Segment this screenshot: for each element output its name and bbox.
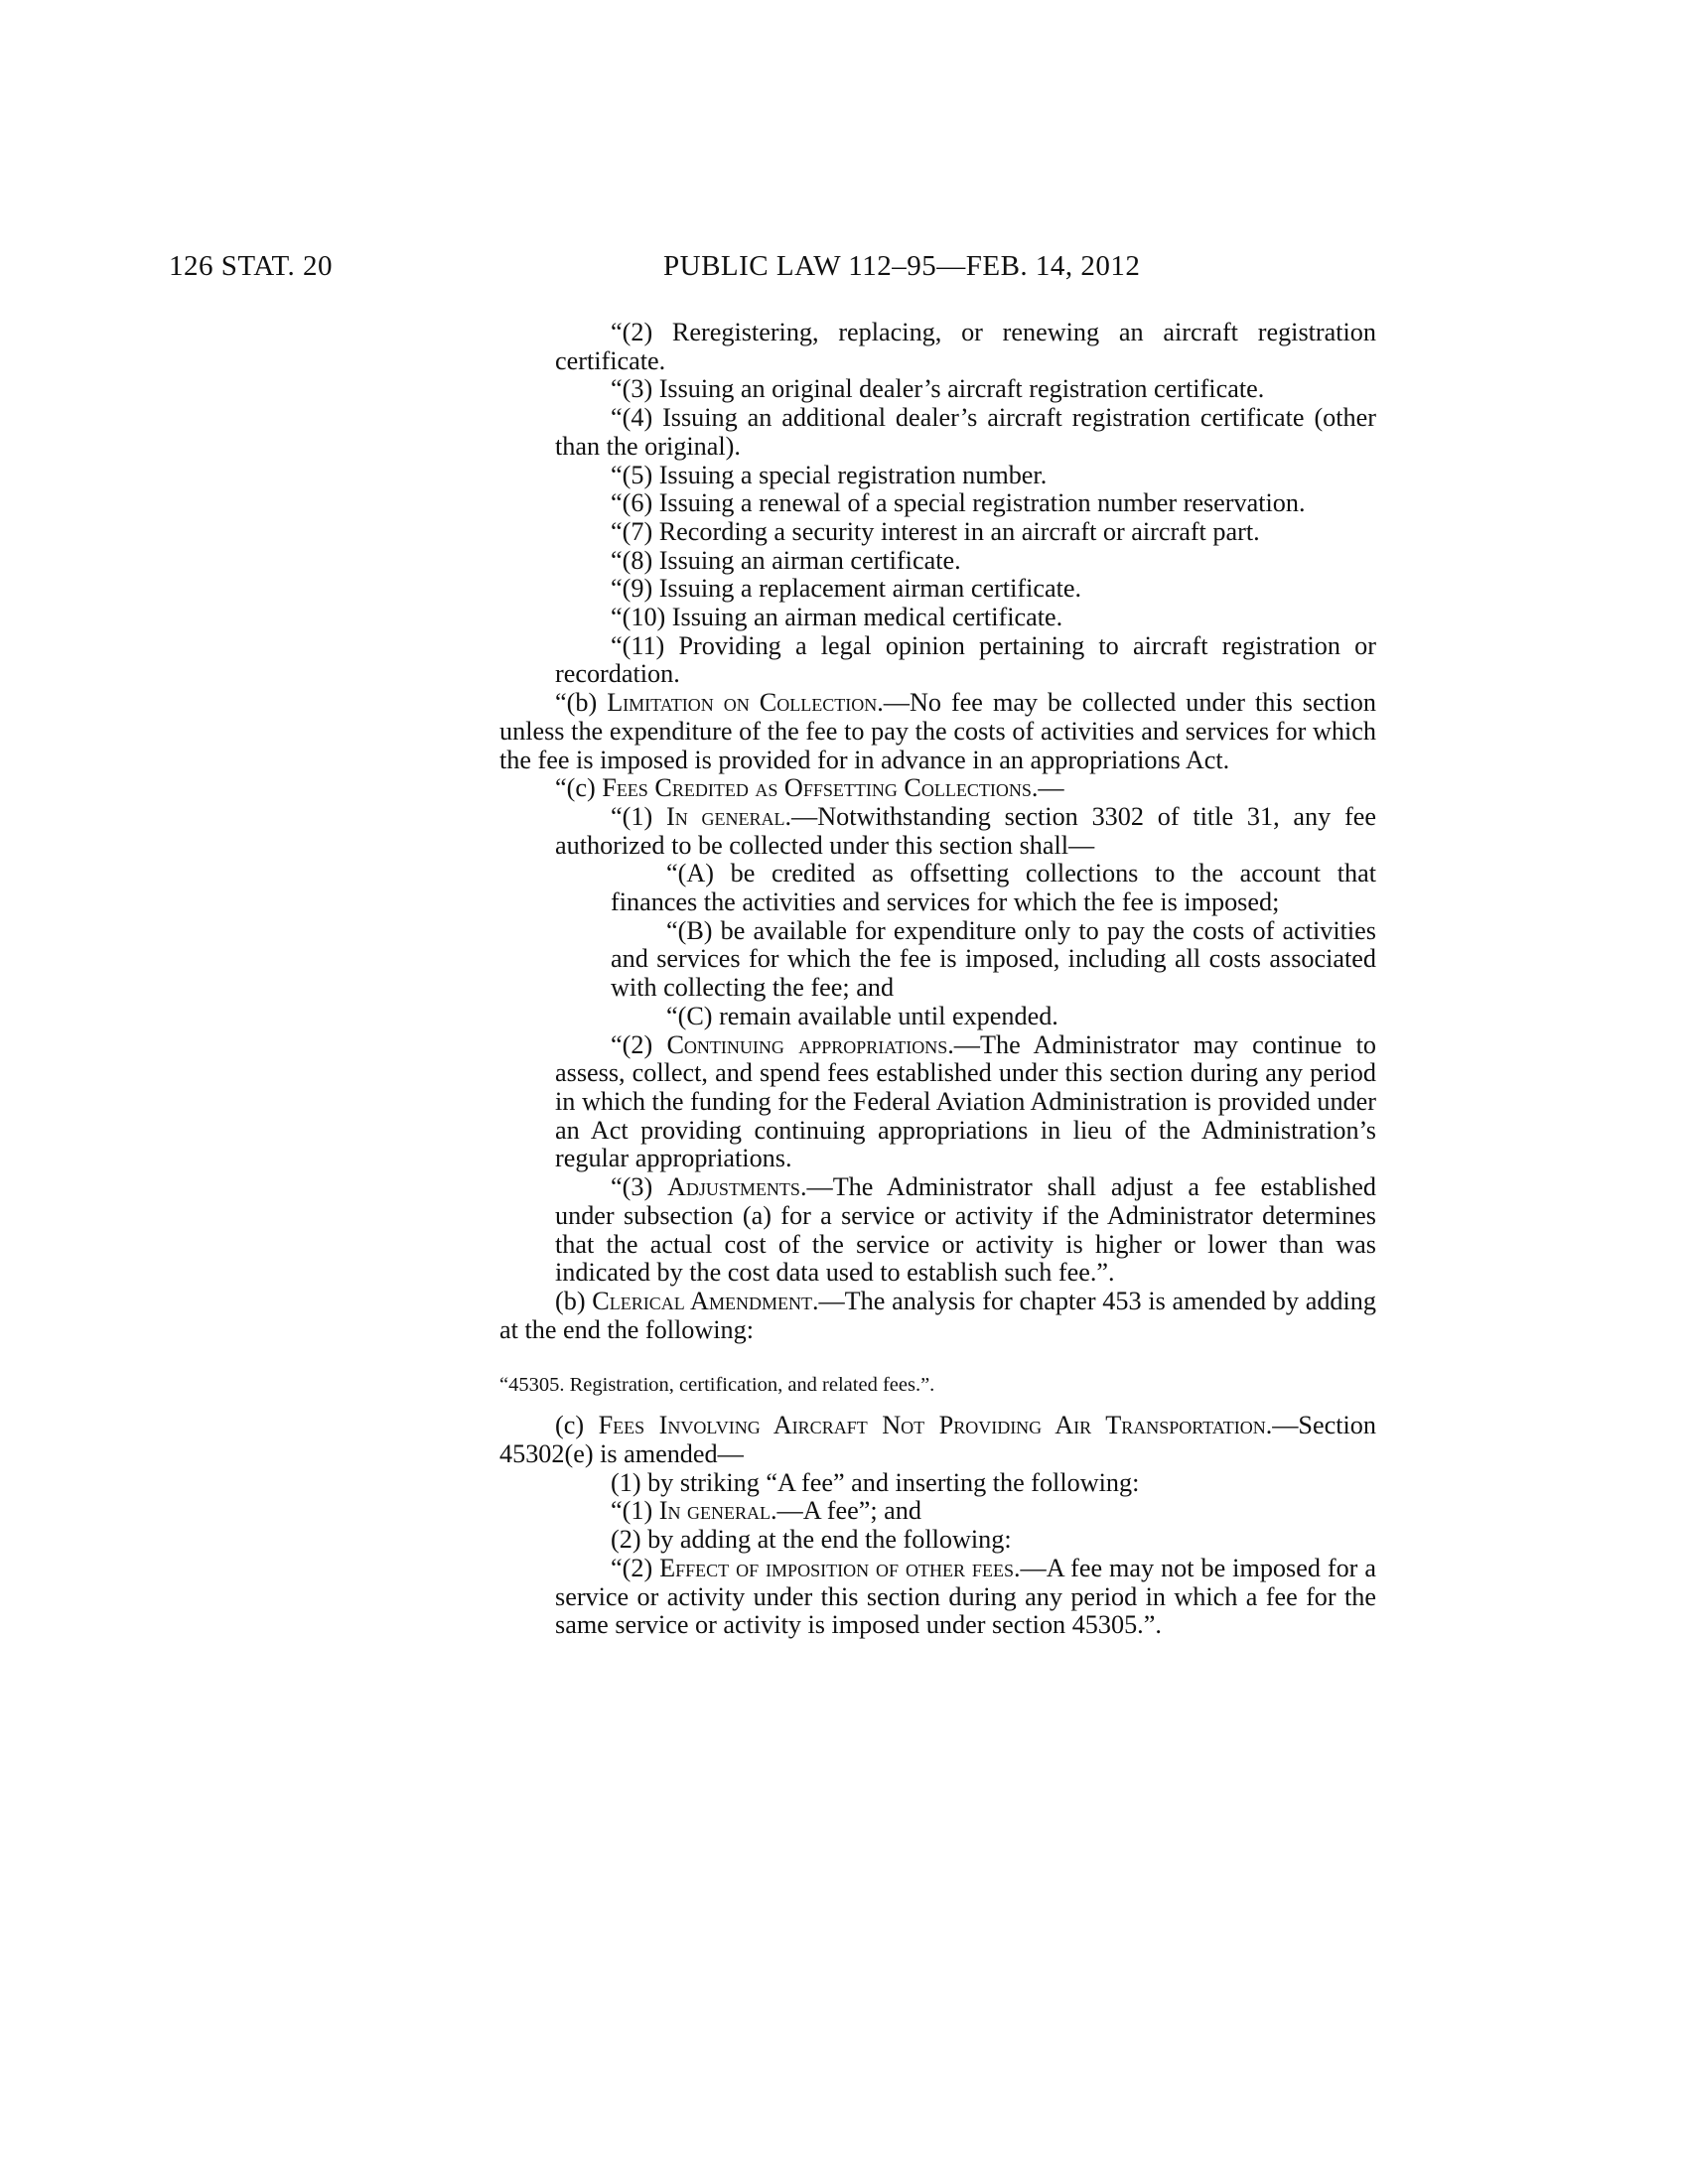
clerical-amendment-heading: Clerical Amendment bbox=[592, 1286, 812, 1315]
paragraph-c3 bbox=[499, 1173, 1376, 1288]
clerical-amendment-text: .—The analysis for chapter 453 is amended by adding at the end the following: bbox=[499, 1286, 1376, 1344]
paragraph-c3-prefix: “(3) bbox=[611, 1172, 668, 1202]
list-item-11: “(11) Providing a legal opinion pertaining to aircraft registration or recordation. bbox=[555, 630, 1376, 689]
amendment-1-insert bbox=[499, 1497, 1376, 1526]
subsection-c-text: .— bbox=[1031, 773, 1064, 803]
paragraph-c3-text: .—The Administrator shall adjust a fee established under subsection (a) for a service or activity if the Administrator determines that the actual cost of the service or activity is higher or lower than was indicated by the cost data used to establish such fee.”. bbox=[555, 1172, 1376, 1288]
amendment-2-insert-text: .—A fee may not be imposed for a service or activity under this section during any period in which a fee for the same service or activity is imposed under section 45305.”. bbox=[555, 1553, 1376, 1640]
subsection-b bbox=[499, 689, 1376, 774]
subsection-c-prefix: “(c) bbox=[555, 773, 603, 803]
clerical-amendment-prefix: (b) bbox=[555, 1286, 593, 1315]
table-of-sections-entry: “45305. Registration, certification, and related fees.”. bbox=[499, 1374, 935, 1397]
subsection-b-heading: Limitation on Collection bbox=[607, 688, 878, 718]
amendment-1-insert-text: .—A fee”; and bbox=[770, 1496, 921, 1526]
fees-involving-aircraft-prefix: (c) bbox=[555, 1411, 599, 1440]
list-item-3: “(3) Issuing an original dealer’s aircraft registration certificate. bbox=[611, 374, 1265, 404]
clerical-amendment bbox=[499, 1288, 1376, 1344]
clause-a: “(A) be credited as offsetting collections to the account that finances the activities and services for which the fee is imposed; bbox=[611, 859, 1376, 917]
subsection-b-text: .—No fee may be collected under this section unless the expenditure of the fee to pay the costs of activities and services for which the fee is imposed is provided for in advance in an appropriations Act. bbox=[499, 688, 1376, 774]
amendment-1: (1) by striking “A fee” and inserting the following: bbox=[611, 1467, 1140, 1497]
subsection-c bbox=[499, 774, 1376, 803]
paragraph-c2-text: .—The Administrator may continue to assess, collect, and spend fees established under this section during any period in which the funding for the Federal Aviation Administration is provided under an Act providing continuing appropriations in lieu of the Administration’s regular appropriations. bbox=[555, 1029, 1376, 1173]
subsection-b-prefix: “(b) bbox=[555, 688, 608, 718]
fees-involving-aircraft-text: .—Section 45302(e) is amended— bbox=[499, 1411, 1376, 1469]
paragraph-c1-text: .—Notwithstanding section 3302 of title 31, any fee authorized to be collected under this section shall— bbox=[555, 801, 1376, 860]
amendment-1-insert-prefix: “(1) bbox=[611, 1496, 659, 1526]
amendment-1-insert-heading: In general bbox=[658, 1496, 771, 1526]
paragraph-c2 bbox=[499, 1031, 1376, 1174]
paragraph-c2-heading: Continuing appropriations bbox=[666, 1029, 948, 1059]
list-item-4: “(4) Issuing an additional dealer’s aircraft registration certificate (other than the original). bbox=[555, 403, 1376, 461]
document-body bbox=[499, 319, 1376, 1640]
list-item-2: “(2) Reregistering, replacing, or renewing an aircraft registration certificate. bbox=[555, 318, 1376, 375]
paragraph-c1-prefix: “(1) bbox=[611, 801, 666, 831]
paragraph-c1 bbox=[499, 803, 1376, 860]
amendment-2-insert bbox=[499, 1555, 1376, 1640]
paragraph-c1-heading: In general bbox=[665, 801, 785, 831]
list-item-5: “(5) Issuing a special registration number. bbox=[611, 460, 1048, 489]
list-item-6: “(6) Issuing a renewal of a special registration number reservation. bbox=[611, 488, 1306, 518]
clause-b: “(B) be available for expenditure only to pay the costs of activities and services for which the fee is imposed, including all costs associated with collecting the fee; and bbox=[611, 915, 1376, 1003]
list-item-8: “(8) Issuing an airman certificate. bbox=[611, 545, 961, 575]
fees-involving-aircraft bbox=[499, 1412, 1376, 1468]
clause-c: “(C) remain available until expended. bbox=[666, 1001, 1058, 1030]
amendment-2-insert-prefix: “(2) bbox=[611, 1553, 660, 1582]
fees-involving-aircraft-heading: Fees Involving Aircraft Not Providing Air Transportation bbox=[598, 1411, 1266, 1440]
paragraph-c3-heading: Adjustments bbox=[667, 1172, 800, 1202]
amendment-2-insert-heading: Effect of imposition of other fees bbox=[659, 1553, 1014, 1582]
paragraph-c2-prefix: “(2) bbox=[611, 1029, 667, 1059]
running-head: PUBLIC LAW 112–95—FEB. 14, 2012 bbox=[663, 250, 1141, 282]
list-item-9: “(9) Issuing a replacement airman certificate. bbox=[611, 574, 1082, 604]
subsection-c-heading: Fees Credited as Offsetting Collections bbox=[602, 773, 1032, 803]
statute-citation: 126 STAT. 20 bbox=[169, 250, 334, 282]
amendment-2: (2) by adding at the end the following: bbox=[611, 1525, 1012, 1555]
list-item-7: “(7) Recording a security interest in an aircraft or aircraft part. bbox=[611, 516, 1260, 546]
list-item-10: “(10) Issuing an airman medical certificate. bbox=[611, 603, 1063, 632]
